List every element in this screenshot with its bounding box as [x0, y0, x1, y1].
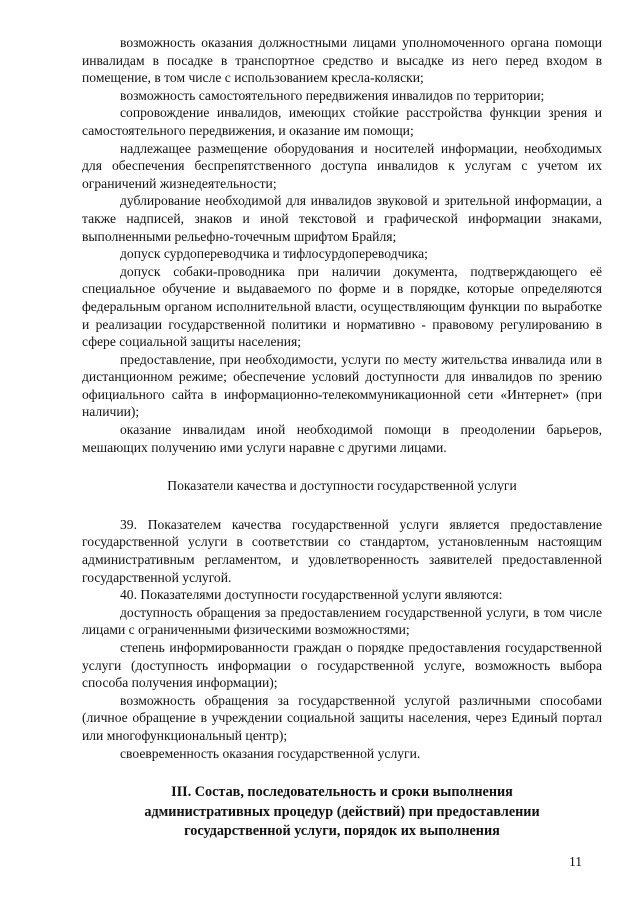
- paragraph-timeliness: своевременность оказания государственной услуги.: [120, 745, 421, 761]
- paragraph-accessibility: доступность обращения за предоставлением государственной услуги, в том числе лицами с ограниченными физическими возможностями;: [82, 604, 602, 638]
- paragraph-40: 40. Показателями доступности государственной услуги являются:: [120, 587, 503, 603]
- page-number: 11: [569, 854, 583, 869]
- paragraph-other-assistance: оказание инвалидам иной необходимой помощи в преодолении барьеров, мешающих получению ими услуги наравне с другими лицами.: [82, 422, 602, 455]
- paragraph-request-methods: возможность обращения за государственной услугой различными способами (личное обращение в учреждении социальной защиты населения, через Единый портал или многофункциональный центр);: [82, 692, 602, 743]
- paragraph-guide-dog: допуск собаки-проводника при наличии документа, подтверждающего её специальное обучение и выдаваемого по форме и в порядке, которые определяются федеральным органом исполнительной власти, осуществляющим функции по выработке и реализации государственной политики и нормативно - правовому регулированию в сфере социальной защиты населения;: [82, 263, 602, 350]
- paragraph-sign-interpreter: допуск сурдопереводчика и тифлосурдопереводчика;: [120, 246, 428, 262]
- paragraph-equipment-placement: надлежащее размещение оборудования и носителей информации, необходимых для обеспечения беспрепятственного доступа инвалидов к услугам с учетом их ограничений жизнедеятельности;: [82, 140, 602, 191]
- paragraph-escort: сопровождение инвалидов, имеющих стойкие расстройства функции зрения и самостоятельного передвижения, и оказание им помощи;: [82, 105, 602, 138]
- paragraph-independent-movement: возможность самостоятельного передвижения инвалидов по территории;: [120, 87, 545, 103]
- section-title: III. Состав, последовательность и сроки выполнения административных процедур (действий) при предоставлении государственной услуги, порядок их выполнения: [144, 784, 540, 839]
- quality-heading: Показатели качества и доступности государственной услуги: [167, 478, 517, 494]
- paragraph-39: 39. Показателем качества государственной услуги является предоставление государственной услуги в соответствии со стандартом, установленным настоящим административным регламентом, и удовлетворенность заявителей предоставленной государственной услугой.: [82, 516, 602, 585]
- paragraph-boarding-assistance: возможность оказания должностными лицами уполномоченного органа помощи инвалидам в посадке в транспортное средство и высадке из него перед входом в помещение, в том числе с использованием кресла-коляски;: [82, 35, 602, 86]
- paragraph-remote-service: предоставление, при необходимости, услуги по месту жительства инвалида или в дистанционном режиме; обеспечение условий доступности для инвалидов по зрению официального сайта в информационно-телекоммуникационной сети «Интернет» (при наличии);: [82, 351, 602, 420]
- document-body: [82, 34, 602, 841]
- paragraph-information-level: степень информированности граждан о порядке предоставления государственной услуги (доступность информации о государственной услуге, возможность выбора способа получения информации);: [82, 640, 602, 691]
- paragraph-braille-duplication: дублирование необходимой для инвалидов звуковой и зрительной информации, а также надписей, знаков и иной текстовой и графической информации знаками, выполненными рельефно-точечным шрифтом Брайля;: [82, 193, 602, 244]
